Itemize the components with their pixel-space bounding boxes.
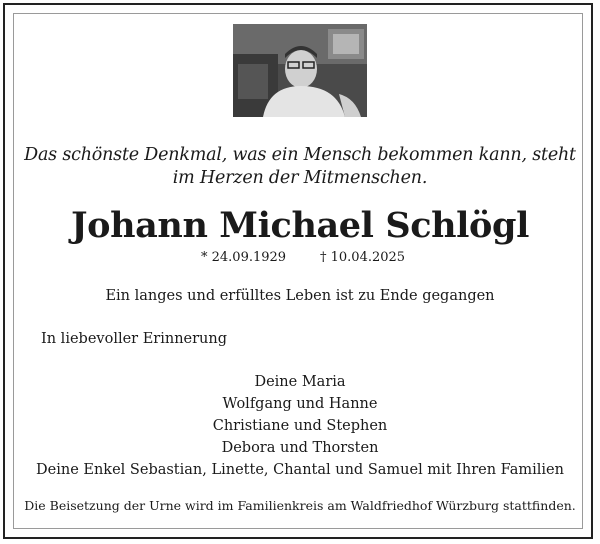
memory-statement: In liebevoller Erinnerung — [41, 331, 228, 347]
life-statement: Ein langes und erfülltes Leben ist zu Ende gegangen — [105, 288, 495, 304]
death-date: † 10.04.2025 — [320, 250, 406, 265]
quote-line-2: im Herzen der Mitmenschen. — [172, 168, 428, 188]
mourner-line: Christiane und Stephen — [212, 418, 388, 434]
mourner-line: Deine Enkel Sebastian, Linette, Chantal und Samuel mit Ihren Familien — [36, 462, 564, 478]
quote-line-1: Das schönste Denkmal, was ein Mensch bekommen kann, steht — [24, 145, 576, 165]
mourner-line: Wolfgang und Hanne — [222, 396, 378, 412]
mourner-line: Debora und Thorsten — [221, 440, 379, 456]
deceased-name: Johann Michael Schlögl — [71, 205, 529, 246]
burial-note: Die Beisetzung der Urne wird im Familienkreis am Waldfriedhof Würzburg stattfinden. — [24, 498, 576, 513]
birth-date: * 24.09.1929 — [201, 250, 287, 265]
portrait-photo — [233, 24, 367, 117]
mourner-line: Deine Maria — [254, 374, 346, 390]
portrait-photo-image — [233, 24, 367, 117]
